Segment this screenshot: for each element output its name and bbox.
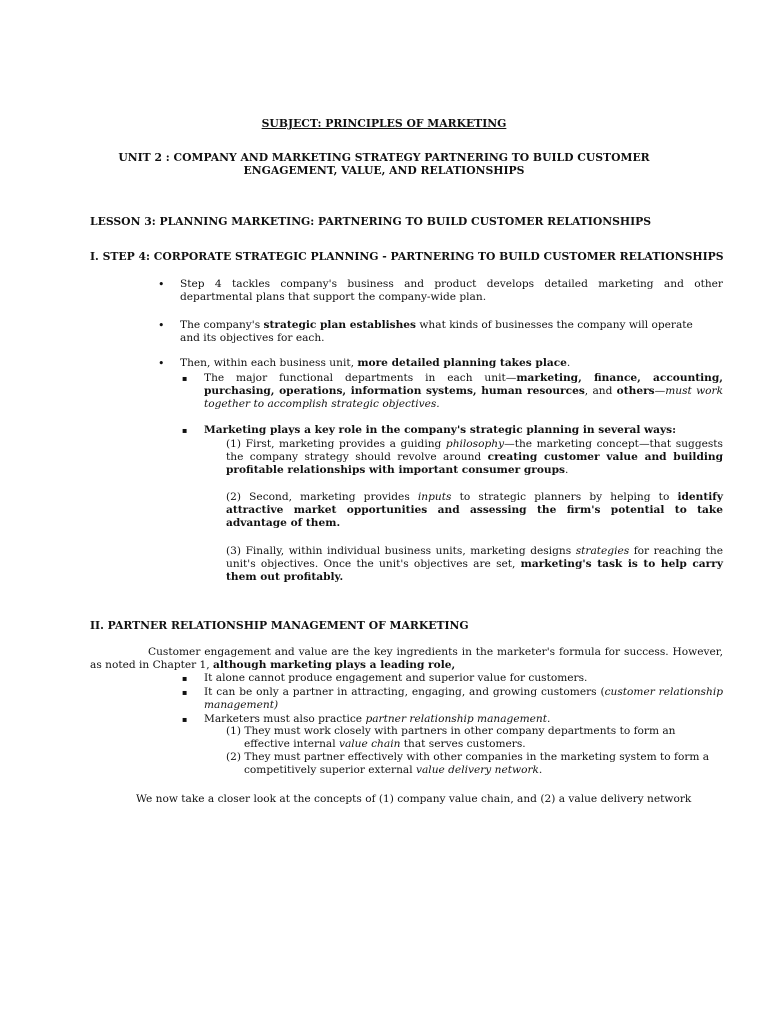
bullet-1-line-2: departmental plans that support the company-wide plan. [180, 291, 487, 303]
role-1-line-2: the company strategy should revolve around creating customer value and building [226, 451, 723, 463]
section-2-intro-line-2: as noted in Chapter 1, although marketing plays a leading role, [90, 659, 456, 671]
role-3-line-1: (3) Finally, within individual business units, marketing designs strategies for reaching the [226, 545, 723, 557]
bullet-2-line-2: and its objectives for each. [180, 332, 325, 344]
role-1-line-3: profitable relationships with important consumer groups. [226, 464, 569, 476]
s2-bullet-2-line-2: management) [204, 699, 279, 711]
role-3-line-3: them out profitably. [226, 571, 344, 583]
sub-bullet-marker: ▪ [182, 688, 188, 697]
sub-bullet-1-line-1: The major functional departments in each unit—marketing, finance, accounting, [204, 372, 723, 384]
sub-bullet-1-line-2: purchasing, operations, information systems, human resources, and others—must work [204, 385, 724, 397]
lesson-heading: LESSON 3: PLANNING MARKETING: PARTNERING TO BUILD CUSTOMER RELATIONSHIPS [90, 215, 652, 228]
unit-title-line-1: UNIT 2 : COMPANY AND MARKETING STRATEGY PARTNERING TO BUILD CUSTOMER [118, 151, 650, 164]
sub-bullet-marker: ▪ [182, 715, 188, 724]
partner-point-1-line-2: effective internal value chain that serves customers. [244, 738, 526, 750]
sub-bullet-marker: ▪ [182, 674, 188, 683]
s2-bullet-3: Marketers must also practice partner relationship management. [204, 713, 551, 725]
bullet-1-line-1: Step 4 tackles company's business and product develops detailed marketing and other [180, 278, 723, 290]
bullet-dot: • [158, 357, 165, 370]
bullet-dot: • [158, 278, 165, 291]
section-2-intro-line-1: Customer engagement and value are the key ingredients in the marketer's formula for success. However, [148, 646, 723, 658]
partner-point-1-line-1: (1) They must work closely with partners in other company departments to form an [226, 725, 676, 737]
sub-bullet-marker: ▪ [182, 426, 188, 435]
subject-title: SUBJECT: PRINCIPLES OF MARKETING [261, 117, 507, 130]
role-2-line-3: advantage of them. [226, 517, 341, 529]
sub-bullet-1-line-3: together to accomplish strategic objectives. [204, 398, 440, 410]
s2-bullet-2-line-1: It can be only a partner in attracting, engaging, and growing customers (customer relationship [204, 686, 723, 698]
bullet-3-line: Then, within each business unit, more detailed planning takes place. [180, 357, 571, 369]
unit-title-line-2: ENGAGEMENT, VALUE, AND RELATIONSHIPS [243, 164, 525, 177]
role-3-line-2: unit's objectives. Once the unit's objectives are set, marketing's task is to help carry [226, 558, 723, 570]
closing-line: We now take a closer look at the concepts of (1) company value chain, and (2) a value delivery network [136, 793, 692, 805]
role-1-line-1: (1) First, marketing provides a guiding philosophy—the marketing concept—that suggests [226, 438, 723, 450]
partner-point-2-line-2: competitively superior external value delivery network. [244, 764, 543, 776]
sub-bullet-2-heading: Marketing plays a key role in the company's strategic planning in several ways: [204, 424, 677, 436]
section-2-heading: II. PARTNER RELATIONSHIP MANAGEMENT OF MARKETING [90, 619, 469, 632]
bullet-dot: • [158, 319, 165, 332]
bullet-2-line-1: The company's strategic plan establishes what kinds of businesses the company will operate [180, 319, 693, 331]
sub-bullet-marker: ▪ [182, 374, 188, 383]
role-2-line-1: (2) Second, marketing provides inputs to strategic planners by helping to identify [226, 491, 723, 503]
partner-point-2-line-1: (2) They must partner effectively with other companies in the marketing system to form a [226, 751, 710, 763]
role-2-line-2: attractive market opportunities and assessing the firm's potential to take [226, 504, 723, 516]
section-1-heading: I. STEP 4: CORPORATE STRATEGIC PLANNING - PARTNERING TO BUILD CUSTOMER RELATIONSHIPS [90, 250, 724, 263]
s2-bullet-1: It alone cannot produce engagement and superior value for customers. [204, 672, 588, 684]
